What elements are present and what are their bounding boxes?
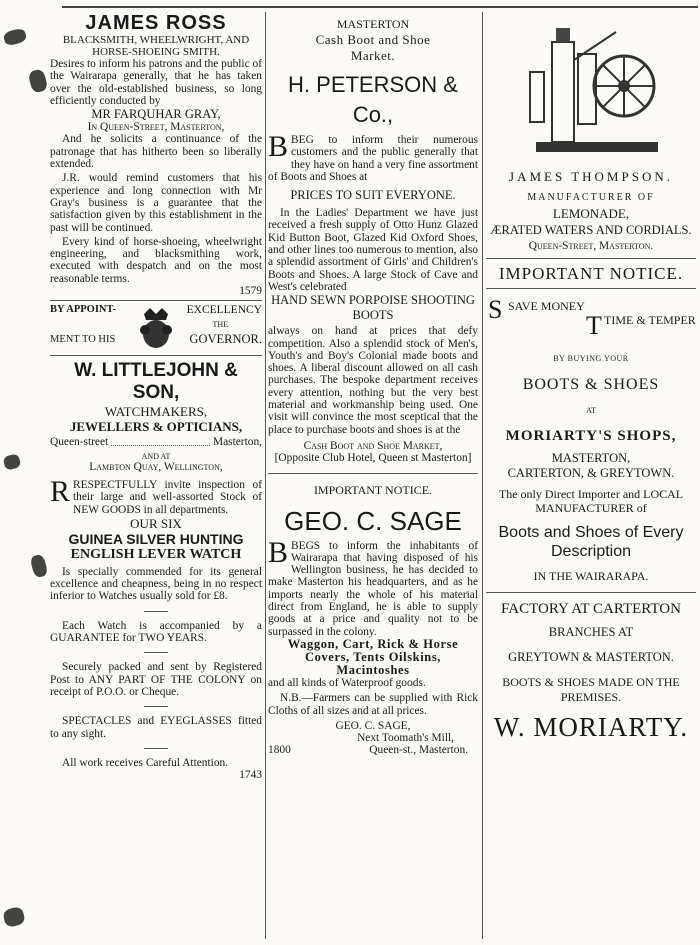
divider [486, 592, 696, 593]
peterson-l3: Market. [350, 48, 396, 63]
ross-ref: 1579 [239, 285, 262, 298]
ross-address: In Queen-Street, Masterton, [87, 121, 225, 134]
littlejohn-l2: WATCHMAKERS, [104, 404, 208, 420]
sage-p1 [268, 535, 478, 638]
divider [268, 473, 478, 474]
sage-s2: Next Toomath's Mill, [357, 732, 454, 745]
sage-s3: Queen-st., Masterton. [369, 744, 468, 757]
littlejohn-street: Queen-street [50, 436, 109, 449]
sage-s1: GEO. C. SAGE, [335, 719, 411, 732]
royal-crest-icon [136, 306, 176, 350]
littlejohn-p6: All work receives Careful Attention. [62, 756, 229, 769]
littlejohn-p1 [50, 474, 262, 516]
bottling-machine-icon [516, 12, 666, 162]
peterson-p1-text: BEG to inform their numerous customers and the public generally that they have on hand a very fine assortment of Boots and Shoes at [268, 134, 478, 183]
moriarty-grey: GREYTOWN & MASTERTON. [508, 650, 674, 665]
littlejohn-ref: 1743 [239, 769, 262, 782]
thompson-l1: MANUFACTURER OF [527, 192, 655, 203]
sage-p1-text: BEGS to inform the inhabitants of Wairarapa that having disposed of his Wellington business, he has decided to make Masterton his headquarters, and as he imports nearly the whole of his material direct from England, he is able to supply goods at a price and quality not to be surpassed in the colony. [268, 539, 478, 638]
moriarty-towns1: MASTERTON, [551, 451, 631, 466]
littlejohn-p5: SPECTACLES and EYEGLASSES fitted to any sight. [50, 715, 262, 740]
peterson-l4: Cash Boot and Shoe Market, [303, 439, 443, 452]
thompson-l4: Queen-Street, Masterton. [528, 240, 654, 252]
divider [486, 258, 696, 259]
moriarty-factory: FACTORY AT CARTERTON [501, 601, 681, 618]
column-right [486, 12, 696, 945]
littlejohn-l5: AND AT [141, 451, 171, 461]
ad-peterson [268, 16, 478, 465]
moriarty-notice: IMPORTANT NOTICE. [498, 264, 684, 284]
moriarty-save: SAVE MONEY [508, 299, 585, 314]
littlejohn-l4 [50, 436, 262, 448]
moriarty-branches: BRANCHES AT [548, 625, 634, 640]
top-rule [62, 6, 698, 8]
column-rule [265, 12, 266, 939]
peterson-p2: In the Ladies' Department we have just received a fresh supply of Otto Hunz Glazed Kid Button Boot, Glazed Kid Oxford Shoes, and other lines too numerous to mention, also a splendid assortment of Girls' and Children's Boots and Shoes. A large Stock of Cave and West's celebrated [268, 207, 478, 293]
appoint-l1a: BY APPOINT- [50, 304, 117, 316]
ross-p1: Desires to inform his patrons and the public of the Wairarapa generally, that he has taken over the old-established business, so long efficiently conducted by [50, 58, 262, 107]
appoint-l3a: MENT TO HIS [50, 334, 116, 346]
divider [144, 748, 168, 749]
moriarty-wai: IN THE WAIRARAPA. [533, 569, 649, 584]
littlejohn-p2: Is specially commended for its general excellence and cheapness, being in no respect inferior to Watches usually sold for £8. [50, 565, 262, 603]
peterson-prices: PRICES TO SUIT EVERYONE. [290, 188, 456, 203]
drop-cap: B [268, 535, 289, 569]
littlejohn-p1-text: RESPECTFULLY invite inspection of their large and well-assorted Stock of NEW GOODS in all departments. [73, 478, 262, 516]
appoint-l2: THE [212, 320, 228, 330]
margin-blot [2, 453, 21, 471]
moriarty-save-row: S SAVE MONEY T TIME & TEMPER [488, 295, 696, 341]
divider [50, 300, 262, 301]
sage-l2: and all kinds of Waterproof goods. [268, 676, 426, 689]
appoint-l3b: GOVERNOR. [189, 332, 262, 347]
littlejohn-p4: Securely packed and sent by Registered Post to ANY PART OF THE COLONY on receipt of P.O.O. or Cheque. [50, 661, 262, 698]
ross-p3: And he solicits a continuance of the patronage that has hitherto been so liberally extended. [50, 133, 262, 171]
sage-ref: 1800 [268, 744, 291, 757]
moriarty-shops: MORIARTY'S SHOPS, [505, 428, 677, 445]
drop-cap: B [268, 130, 289, 163]
margin-blot [3, 27, 28, 46]
thompson-l3: ÆRATED WATERS AND CORDIALS. [490, 223, 692, 237]
moriarty-sign: W. MORIARTY. [493, 712, 689, 743]
ad-james-ross [50, 12, 262, 297]
ad-thompson [486, 12, 696, 252]
margin-blot [29, 554, 48, 579]
moriarty-at: AT [586, 406, 596, 416]
ad-moriarty [486, 263, 696, 743]
sage-s3-row [268, 744, 478, 756]
sage-l1: Waggon, Cart, Rick & Horse Covers, Tents Oilskins, Macintoshes [287, 636, 459, 677]
ross-title: JAMES ROSS [85, 12, 227, 34]
littlejohn-p3: Each Watch is accompanied by a GUARANTEE for TWO YEARS. [50, 619, 262, 645]
column-left [50, 12, 262, 945]
ross-p5: Every kind of horse-shoeing, wheelwright engineering, and blacksmithing work, executed with despatch and on the most reasonable terms. [50, 235, 262, 285]
thompson-name: JAMES THOMPSON. [509, 169, 673, 184]
ad-appointment [50, 304, 262, 352]
ross-name: MR FARQUHAR GRAY, [91, 107, 221, 122]
peterson-l5: [Opposite Club Hotel, Queen st Masterton] [274, 452, 472, 465]
moriarty-towns2: CARTERTON, & GREYTOWN. [507, 466, 675, 481]
moriarty-boots2: Boots and Shoes of Every Description [498, 524, 684, 561]
littlejohn-l9: ENGLISH LEVER WATCH [70, 546, 242, 562]
moriarty-time: TIME & TEMPER [604, 313, 696, 328]
divider [486, 288, 696, 289]
column-middle [268, 12, 478, 945]
divider [50, 355, 262, 356]
divider [144, 652, 168, 653]
margin-blot [27, 68, 48, 93]
moriarty-made: BOOTS & SHOES MADE ON THE PREMISES. [502, 675, 680, 705]
appoint-l1b: EXCELLENCY [186, 304, 262, 317]
littlejohn-title: W. LITTLEJOHN & SON, [74, 360, 238, 404]
littlejohn-l3: JEWELLERS & OPTICIANS, [69, 419, 243, 435]
sage-p2: N.B.—Farmers can be supplied with Rick Cloths of all sizes and at all prices. [268, 692, 478, 717]
sage-title: GEO. C. SAGE [284, 505, 462, 536]
column-rule [482, 12, 483, 939]
moriarty-boots: BOOTS & SHOES [522, 376, 660, 394]
ad-sage [268, 482, 478, 757]
peterson-p1 [268, 130, 478, 183]
drop-cap: R [50, 474, 71, 508]
peterson-p3: always on hand at prices that defy competition. Also a splendid stock of Men's, Youth's and Boy's Colonial made boots and shoes. A liberal discount allowed on all cash purchases. The bespoke department receives every attention, nothing but the very best material and workmanship being used. One visit will convince the most sceptical that the place to purchase boots and shoes is at the [268, 325, 478, 436]
littlejohn-l6: Lambton Quay, Wellington, [89, 460, 223, 473]
peterson-hand: HAND SEWN PORPOISE SHOOTING BOOTS [271, 293, 475, 323]
moriarty-by: BY BUYING YOUR [553, 354, 629, 364]
divider [144, 611, 168, 612]
littlejohn-town: Masterton, [212, 436, 262, 449]
ross-p4: J.R. would remind customers that his experience and long connection with Mr Gray's business is a guarantee that the satisfaction given by this establishment in the past will be continued. [50, 172, 262, 234]
littlejohn-l7: OUR SIX [130, 515, 182, 531]
peterson-title: H. PETERSON & Co., [288, 72, 458, 127]
peterson-l2: Cash Boot and Shoe [315, 32, 431, 47]
ad-littlejohn [50, 360, 262, 781]
moriarty-importer: The only Direct Importer and LOCAL MANUFACTURER of [498, 487, 684, 516]
ross-trade: BLACKSMITH, WHEELWRIGHT, AND HORSE-SHOEING SMITH. [62, 34, 250, 58]
sage-notice: IMPORTANT NOTICE. [313, 482, 433, 497]
margin-blot [2, 906, 26, 929]
divider [144, 706, 168, 707]
thompson-l2: LEMONADE, [552, 206, 630, 221]
littlejohn-l8: GUINEA SILVER HUNTING [68, 530, 244, 547]
peterson-l1: MASTERTON [336, 17, 410, 31]
